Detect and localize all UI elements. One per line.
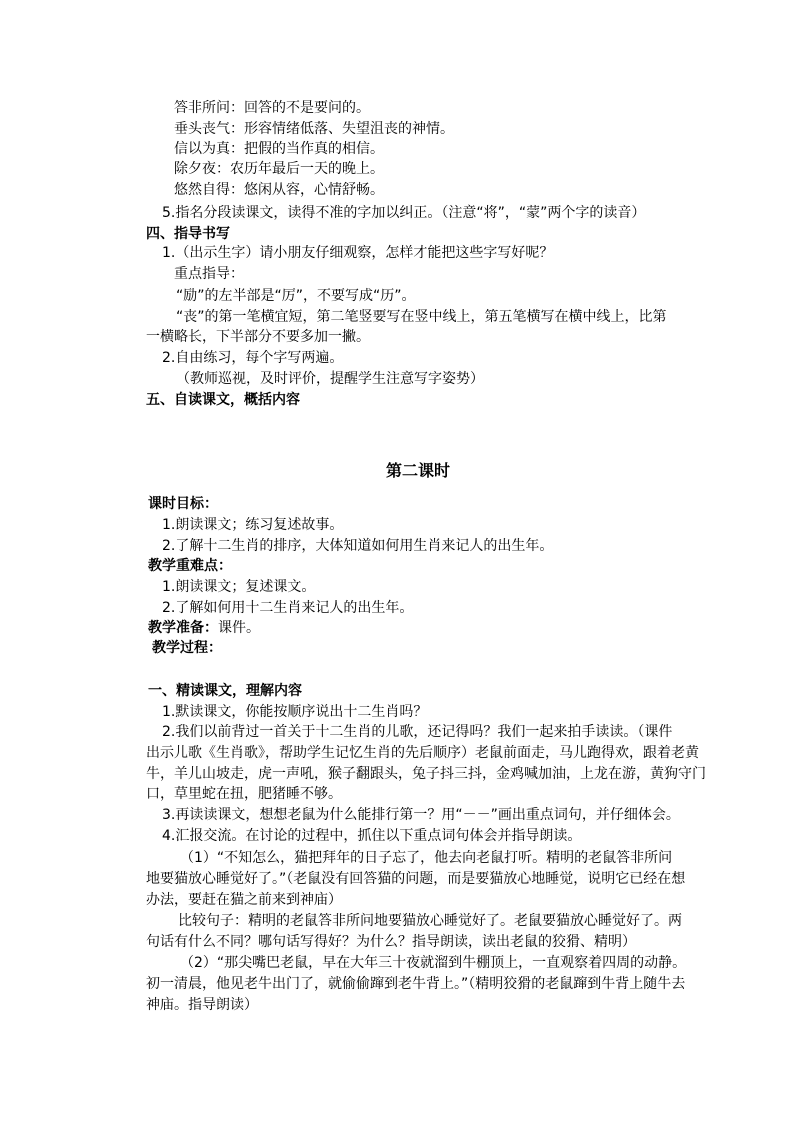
paragraph-line: 办法，要赶在猫之前来到神庙）: [146, 892, 342, 908]
paragraph-line: “励”的左半部是“厉”，不要写成“历”。: [176, 288, 416, 304]
section-heading: 一、精读课文，理解内容: [148, 683, 302, 699]
paragraph-line: 口，草里蛇在扭，肥猪睡不够。: [146, 786, 342, 802]
paragraph-line: （教师巡视，及时评价，提醒学生注意写字姿势）: [176, 371, 484, 387]
step-line: 5.指名分段读课文，读得不准的字加以纠正。（注意“将”，“蒙”两个字的读音）: [162, 205, 646, 221]
step-line: 1.（出示生字）请小朋友仔细观察，怎样才能把这些字写好呢？: [162, 245, 554, 261]
subheading: 教学准备：: [148, 620, 218, 636]
paragraph-line: 地要猫放心睡觉好了。”（老鼠没有回答猫的问题，而是要猫放心地睡觉，说明它已经在想: [146, 871, 686, 887]
paragraph-line: 出示儿歌《生肖歌》，帮助学生记忆生肖的先后顺序）老鼠前面走，马儿跑得欢，跟着老黄: [146, 745, 699, 761]
subheading: 教学过程：: [152, 640, 222, 656]
step-line: 2.我们以前背过一首关于十二生肖的儿歌，还记得吗？我们一起来拍手读读。（课件: [162, 724, 673, 740]
section-heading: 四、指导书写: [146, 226, 230, 242]
paragraph-line: 重点指导：: [174, 266, 244, 282]
paragraph-line: 句话有什么不同？哪句话写得好？为什么？指导朗读，读出老鼠的狡猾、精明）: [146, 934, 636, 950]
vocab-line: 除夕夜：农历年最后一天的晚上。: [174, 161, 384, 177]
step-line: 3.再读读课文，想想老鼠为什么能排行第一？用“－－”画出重点词句，并仔细体会。: [162, 807, 680, 823]
step-line: 1.默读课文，你能按顺序说出十二生肖吗？: [162, 704, 428, 720]
goal-line: 1.朗读课文；练习复述故事。: [162, 517, 344, 533]
paragraph-line: 初一清晨，他见老牛出门了，就偷偷蹿到老牛背上。”（精明狡猾的老鼠蹿到牛背上随牛去: [146, 976, 686, 992]
vocab-line: 答非所问：回答的不是要问的。: [174, 100, 370, 116]
goal-line: 2.了解十二生肖的排序，大体知道如何用生肖来记人的出生年。: [162, 538, 554, 554]
step-line: 2.自由练习，每个字写两遍。: [162, 350, 344, 366]
paragraph-line: 一横略长，下半部分不要多加一撇。: [146, 329, 370, 345]
goal-line: 2.了解如何用十二生肖来记人的出生年。: [162, 600, 414, 616]
vocab-line: 悠然自得：悠闲从容，心情舒畅。: [174, 182, 384, 198]
subheading: 课时目标：: [148, 496, 218, 512]
prep-line: [148, 618, 260, 638]
vocab-line: 信以为真：把假的当作真的相信。: [174, 141, 384, 157]
paragraph-line: 牛，羊儿山坡走，虎一声吼，猴子翻跟头，兔子抖三抖，金鸡喊加油，上龙在游，黄狗守门: [146, 766, 706, 782]
section-heading: 五、自读课文，概括内容: [146, 392, 300, 408]
quote-line: （2）“那尖嘴巴老鼠，早在大年三十夜就溜到牛棚顶上，一直观察着四周的动静。: [180, 955, 687, 971]
step-line: 4.汇报交流。在讨论的过程中，抓住以下重点词句体会并指导朗读。: [162, 828, 582, 844]
paragraph-line: 神庙。指导朗读）: [146, 997, 258, 1013]
goal-line: 1.朗读课文；复述课文。: [162, 579, 316, 595]
subheading: 教学重难点：: [148, 558, 232, 574]
paragraph-line: “丧”的第一笔横宜短，第二笔竖要写在竖中线上，第五笔横写在横中线上，比第: [176, 309, 667, 325]
paragraph-line: 比较句子：精明的老鼠答非所问地要猫放心睡觉好了。老鼠要猫放心睡觉好了。两: [178, 913, 682, 929]
prep-value: 课件。: [218, 620, 260, 636]
lesson-title: 第二课时: [386, 461, 451, 480]
vocab-line: 垂头丧气：形容情绪低落、失望沮丧的神情。: [174, 121, 454, 137]
quote-line: （1）“不知怎么，猫把拜年的日子忘了，他去向老鼠打听。精明的老鼠答非所问: [180, 850, 673, 866]
